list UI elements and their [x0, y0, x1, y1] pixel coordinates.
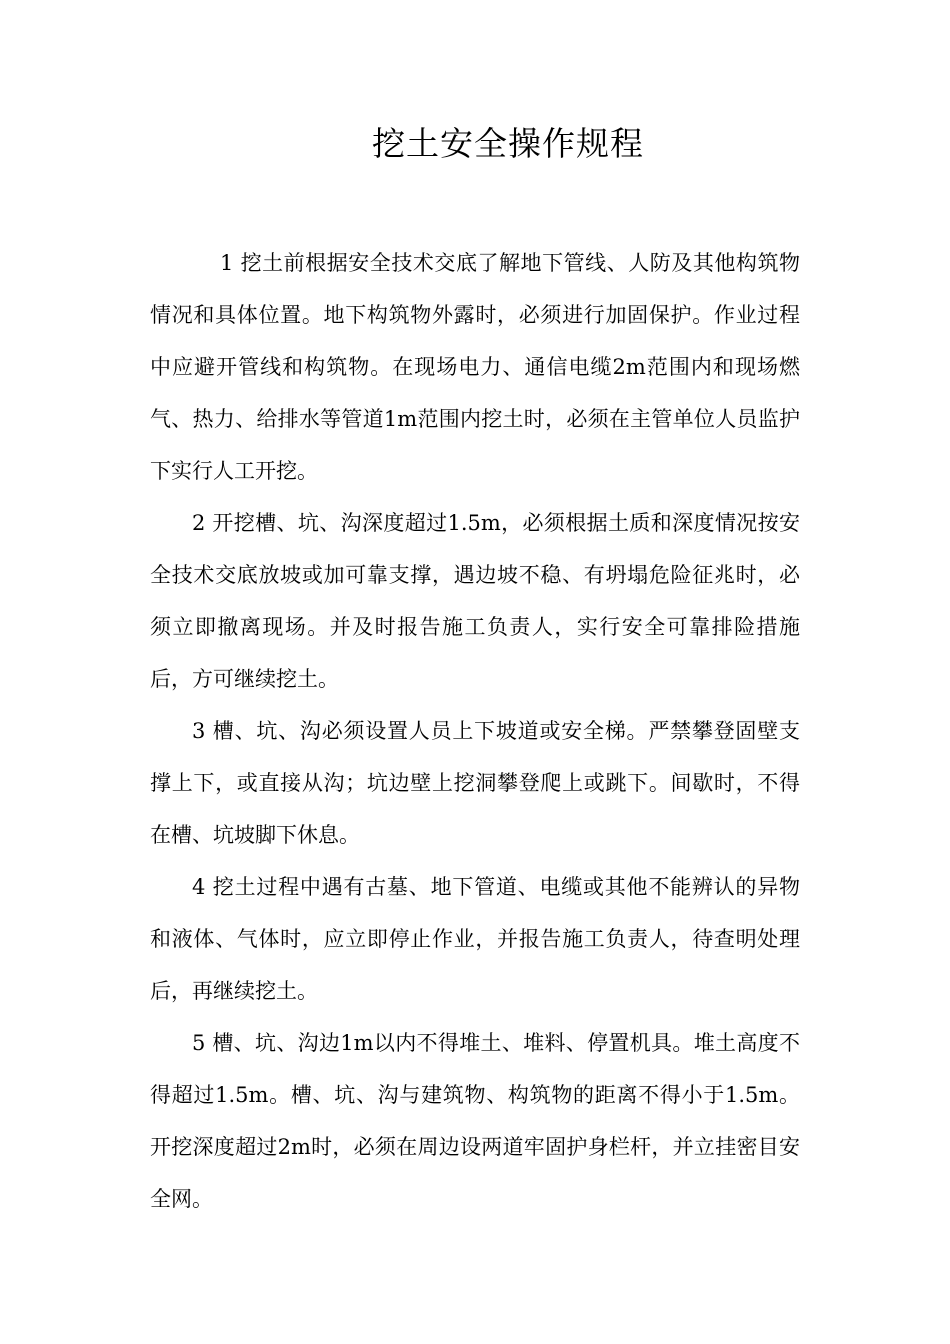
paragraph-2: 2 开挖槽、坑、沟深度超过1.5m，必须根据土质和深度情况按安全技术交底放坡或加可靠支撑，遇边坡不稳、有坍塌危险征兆时，必须立即撤离现场。并及时报告施工负责人，实行安全可靠排险措施后，方可继续挖土。 [150, 511, 800, 691]
paragraph-3: 3 槽、坑、沟必须设置人员上下坡道或安全梯。严禁攀登固壁支撑上下，或直接从沟；坑边壁上挖洞攀登爬上或跳下。间歇时，不得在槽、坑坡脚下休息。 [150, 719, 800, 847]
document-title: 挖土安全操作规程 [372, 124, 644, 163]
paragraph-4: 4 挖土过程中遇有古墓、地下管道、电缆或其他不能辨认的异物和液体、气体时，应立即停止作业，并报告施工负责人，待查明处理后，再继续挖土。 [150, 875, 800, 1003]
document-body [150, 237, 800, 1225]
paragraph-1: 1 挖土前根据安全技术交底了解地下管线、人防及其他构筑物情况和具体位置。地下构筑物外露时，必须进行加固保护。作业过程中应避开管线和构筑物。在现场电力、通信电缆2m范围内和现场燃气、热力、给排水等管道1m范围内挖土时，必须在主管单位人员监护下实行人工开挖。 [150, 251, 800, 483]
paragraph-5: 5 槽、坑、沟边1m以内不得堆土、堆料、停置机具。堆土高度不得超过1.5m。槽、坑、沟与建筑物、构筑物的距离不得小于1.5m。开挖深度超过2m时，必须在周边设两道牢固护身栏杆，并立挂密目安全网。 [150, 1031, 800, 1211]
